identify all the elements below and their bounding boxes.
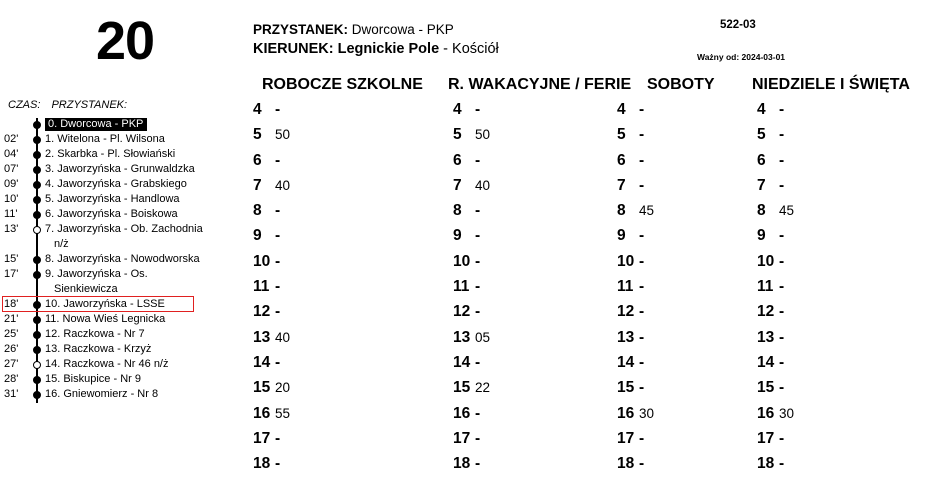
route-line	[36, 238, 38, 253]
stop-marker-icon	[33, 361, 41, 369]
departure-hour: 6	[617, 151, 626, 169]
departure-minutes: -	[275, 429, 281, 447]
header-stop-value: Dworcowa - PKP	[351, 22, 454, 37]
stop-name[interactable]: 12. Raczkowa - Nr 7	[45, 328, 145, 340]
stop-marker-icon	[33, 256, 41, 264]
stop-name[interactable]: 6. Jaworzyńska - Boiskowa	[45, 208, 178, 220]
departure-hour: 10	[617, 252, 635, 270]
departure-minutes: 30	[779, 405, 795, 421]
departure-hour: 14	[253, 353, 271, 371]
stop-time: 10'	[4, 193, 19, 205]
departure-row	[253, 177, 403, 202]
departure-row	[617, 455, 767, 480]
header-stop-label: PRZYSTANEK:	[253, 22, 349, 37]
departure-minutes: 30	[639, 405, 655, 421]
departure-hour: 13	[757, 328, 775, 346]
departure-minutes: 50	[475, 127, 491, 143]
stop-row	[0, 373, 240, 388]
stop-row	[0, 313, 240, 328]
departure-hour: 17	[453, 429, 471, 447]
departure-row	[617, 152, 767, 177]
departure-row	[617, 278, 767, 303]
stop-name-continuation: Sienkiewicza	[54, 283, 118, 295]
departure-minutes: -	[475, 455, 481, 473]
stop-time: 17'	[4, 268, 19, 280]
header-direction	[253, 41, 499, 57]
departure-hour: 5	[453, 126, 462, 144]
departure-minutes: 20	[275, 380, 291, 396]
stop-time: 07'	[4, 163, 19, 175]
stop-time: 09'	[4, 178, 19, 190]
departure-row	[757, 278, 907, 303]
departure-minutes: -	[639, 429, 645, 447]
header-direction-value: Legnickie Pole	[337, 41, 440, 57]
departure-minutes: -	[779, 252, 785, 270]
stop-name[interactable]: 11. Nowa Wieś Legnicka	[45, 313, 166, 325]
departure-row	[757, 253, 907, 278]
departure-row	[253, 354, 403, 379]
departure-minutes: -	[275, 252, 281, 270]
stop-row	[0, 223, 240, 238]
departure-minutes: -	[475, 429, 481, 447]
departure-minutes: 40	[275, 177, 291, 193]
stop-time: 28'	[4, 373, 19, 385]
departure-minutes: -	[475, 151, 481, 169]
departure-row	[453, 430, 603, 455]
stop-name[interactable]: 14. Raczkowa - Nr 46 n/ż	[45, 358, 169, 370]
departure-row	[253, 152, 403, 177]
departure-minutes: -	[639, 227, 645, 245]
departure-row	[757, 303, 907, 328]
stop-marker-icon	[33, 196, 41, 204]
stop-marker-icon	[33, 166, 41, 174]
departure-row	[617, 177, 767, 202]
departure-row	[617, 329, 767, 354]
departure-hour: 5	[617, 126, 626, 144]
departure-minutes: 45	[639, 203, 655, 219]
departure-row	[757, 126, 907, 151]
stop-marker-icon	[33, 376, 41, 384]
departure-hour: 11	[253, 278, 270, 296]
departure-row	[453, 303, 603, 328]
departure-row	[617, 253, 767, 278]
departure-hour: 17	[253, 429, 271, 447]
stop-name[interactable]: 13. Raczkowa - Krzyż	[45, 343, 152, 355]
departure-minutes: -	[779, 227, 785, 245]
departure-row	[617, 227, 767, 252]
departure-hour: 17	[757, 429, 775, 447]
stop-marker-icon	[33, 346, 41, 354]
departure-minutes: -	[275, 227, 281, 245]
column-header: SOBOTY	[647, 76, 715, 93]
departure-minutes: -	[475, 252, 481, 270]
departure-row	[453, 455, 603, 480]
stop-name[interactable]: 4. Jaworzyńska - Grabskiego	[45, 178, 187, 190]
departure-row	[617, 101, 767, 126]
departure-row	[253, 253, 403, 278]
departure-hour: 10	[757, 252, 775, 270]
stop-name[interactable]: 0. Dworcowa - PKP	[45, 118, 147, 131]
departure-row	[617, 354, 767, 379]
stop-marker-icon	[33, 211, 41, 219]
stop-name[interactable]: 15. Biskupice - Nr 9	[45, 373, 141, 385]
stop-name[interactable]: 10. Jaworzyńska - LSSE	[45, 298, 165, 310]
departure-row	[253, 227, 403, 252]
departure-row	[757, 379, 907, 404]
departure-row	[453, 202, 603, 227]
stop-marker-icon	[33, 316, 41, 324]
stop-time: 02'	[4, 133, 19, 145]
stop-name[interactable]: 3. Jaworzyńska - Grunwaldzka	[45, 163, 195, 175]
departure-minutes: -	[779, 455, 785, 473]
departure-minutes: -	[779, 151, 785, 169]
departure-row	[757, 430, 907, 455]
stop-marker-icon	[33, 331, 41, 339]
departure-row	[617, 430, 767, 455]
valid-from-label: Ważny od: 2024-03-01	[697, 52, 786, 62]
departure-minutes: -	[639, 176, 645, 194]
departure-minutes: -	[639, 328, 645, 346]
departure-hour: 7	[453, 176, 462, 194]
departure-row	[453, 379, 603, 404]
departure-minutes: -	[475, 303, 481, 321]
stop-row	[0, 208, 240, 223]
departure-hour: 12	[617, 303, 635, 321]
departure-hour: 9	[453, 227, 462, 245]
departure-row	[253, 202, 403, 227]
departure-hour: 8	[253, 202, 262, 220]
departure-hour: 15	[453, 379, 471, 397]
stop-time: 13'	[4, 223, 19, 235]
departure-hour: 10	[453, 252, 471, 270]
departure-row	[453, 253, 603, 278]
stop-row	[0, 283, 240, 298]
departure-hour: 14	[453, 353, 471, 371]
departure-hour: 9	[617, 227, 626, 245]
departure-hour: 13	[617, 328, 635, 346]
timetable-code: 522-03	[720, 19, 756, 31]
stop-list	[0, 118, 240, 403]
departure-column	[453, 101, 603, 480]
departure-minutes: -	[475, 278, 481, 296]
header-direction-label: KIERUNEK:	[253, 41, 334, 57]
stop-marker-icon	[33, 391, 41, 399]
stop-time: 11'	[4, 208, 18, 220]
stop-name[interactable]: 9. Jaworzyńska - Os.	[45, 268, 148, 280]
stop-time: 25'	[4, 328, 19, 340]
stop-row	[0, 178, 240, 193]
departure-row	[757, 227, 907, 252]
departure-row	[253, 430, 403, 455]
departure-row	[757, 101, 907, 126]
departure-minutes: -	[779, 429, 785, 447]
departure-hour: 15	[253, 379, 271, 397]
departure-minutes: 45	[779, 203, 795, 219]
departure-hour: 17	[617, 429, 635, 447]
departure-column	[617, 101, 767, 480]
departure-hour: 11	[757, 278, 774, 296]
departure-minutes: -	[639, 278, 645, 296]
stop-list-header-name: PRZYSTANEK:	[51, 99, 128, 111]
departure-row	[253, 101, 403, 126]
stop-row	[0, 163, 240, 178]
departure-hour: 15	[757, 379, 775, 397]
departure-hour: 14	[757, 353, 775, 371]
stop-row	[0, 388, 240, 403]
stop-marker-icon	[33, 226, 41, 234]
departure-hour: 10	[253, 252, 271, 270]
stop-marker-icon	[33, 181, 41, 189]
header-direction-suffix: - Kościół	[443, 41, 499, 57]
departure-row	[253, 303, 403, 328]
stop-row	[0, 118, 240, 133]
departure-hour: 4	[757, 101, 766, 118]
departure-hour: 14	[617, 353, 635, 371]
departure-minutes: -	[779, 328, 785, 346]
departure-minutes: -	[639, 252, 645, 270]
column-header: R. WAKACYJNE / FERIE	[448, 76, 632, 93]
route-line	[36, 283, 38, 298]
departure-hour: 18	[453, 455, 471, 473]
departure-row	[453, 152, 603, 177]
stop-time: 18'	[4, 298, 19, 310]
departure-hour: 6	[757, 151, 766, 169]
departure-row	[757, 329, 907, 354]
departure-minutes: 40	[475, 177, 491, 193]
departure-hour: 16	[617, 404, 635, 422]
column-header: NIEDZIELE I ŚWIĘTA	[752, 76, 910, 93]
departure-column	[253, 101, 403, 480]
stop-marker-icon	[33, 301, 41, 309]
departure-hour: 18	[617, 455, 635, 473]
line-number: 20	[96, 11, 155, 71]
stop-row	[0, 343, 240, 358]
departure-row	[617, 405, 767, 430]
stop-name[interactable]: 8. Jaworzyńska - Nowodworska	[45, 253, 200, 265]
departure-minutes: -	[639, 126, 645, 144]
departure-row	[453, 278, 603, 303]
departure-row	[453, 227, 603, 252]
departure-row	[757, 354, 907, 379]
departure-minutes: -	[275, 303, 281, 321]
departure-row	[617, 303, 767, 328]
departure-row	[757, 202, 907, 227]
departure-hour: 16	[453, 404, 471, 422]
departure-row	[453, 354, 603, 379]
departure-row	[253, 379, 403, 404]
departure-hour: 12	[253, 303, 271, 321]
departure-row	[453, 405, 603, 430]
departure-row	[757, 152, 907, 177]
departure-minutes: 22	[475, 380, 491, 396]
departure-minutes: -	[639, 303, 645, 321]
stop-row	[0, 193, 240, 208]
departure-minutes: -	[779, 176, 785, 194]
stop-row	[0, 148, 240, 163]
departure-hour: 16	[253, 404, 271, 422]
stop-row	[0, 358, 240, 373]
departure-row	[757, 177, 907, 202]
departure-minutes: -	[275, 455, 281, 473]
departure-minutes: -	[779, 126, 785, 144]
stop-name[interactable]: 5. Jaworzyńska - Handlowa	[45, 193, 180, 205]
departure-minutes: -	[275, 202, 281, 220]
departure-minutes: -	[779, 278, 785, 296]
departure-hour: 7	[617, 176, 626, 194]
departure-hour: 18	[253, 455, 271, 473]
departure-minutes: -	[639, 379, 645, 397]
departure-minutes: -	[639, 353, 645, 371]
departure-row	[253, 126, 403, 151]
departure-minutes: -	[779, 303, 785, 321]
stop-row	[0, 253, 240, 268]
departure-row	[617, 202, 767, 227]
departure-minutes: -	[475, 202, 481, 220]
stop-row	[0, 328, 240, 343]
departure-hour: 13	[253, 328, 271, 346]
departure-minutes: -	[639, 455, 645, 473]
departure-row	[253, 405, 403, 430]
departure-minutes: -	[275, 278, 281, 296]
stop-marker-icon	[33, 271, 41, 279]
stop-name-continuation: n/ż	[54, 238, 69, 250]
stop-marker-icon	[33, 136, 41, 144]
departure-hour: 8	[617, 202, 626, 220]
departure-row	[253, 455, 403, 480]
stop-row	[0, 238, 240, 253]
departure-minutes: -	[779, 353, 785, 371]
stop-row	[0, 133, 240, 148]
departure-row	[757, 455, 907, 480]
departure-hour: 6	[453, 151, 462, 169]
departure-hour: 15	[617, 379, 635, 397]
departure-hour: 11	[617, 278, 634, 296]
stop-name[interactable]: 1. Witelona - Pl. Wilsona	[45, 133, 165, 145]
departure-hour: 11	[453, 278, 470, 296]
departure-minutes: -	[475, 227, 481, 245]
departure-minutes: -	[779, 101, 785, 118]
departure-column	[757, 101, 907, 480]
departure-minutes: 55	[275, 405, 291, 421]
departure-minutes: 40	[275, 329, 291, 345]
departure-row	[617, 126, 767, 151]
stop-time: 15'	[4, 253, 19, 265]
departure-minutes: -	[639, 101, 645, 118]
departure-row	[453, 126, 603, 151]
stop-marker-icon	[33, 151, 41, 159]
departure-minutes: -	[779, 379, 785, 397]
departure-row	[453, 177, 603, 202]
departure-minutes: -	[475, 353, 481, 371]
departure-row	[453, 329, 603, 354]
stop-name[interactable]: 7. Jaworzyńska - Ob. Zachodnia	[45, 223, 203, 235]
departure-hour: 9	[253, 227, 262, 245]
departure-row	[453, 101, 603, 126]
departure-hour: 5	[757, 126, 766, 144]
departure-minutes: -	[475, 404, 481, 422]
departure-hour: 6	[253, 151, 262, 169]
departure-hour: 8	[757, 202, 766, 220]
stop-time: 26'	[4, 343, 19, 355]
header-stop	[253, 22, 454, 37]
departure-hour: 4	[253, 101, 262, 118]
stop-marker-icon	[33, 121, 41, 129]
stop-list-header-time: CZAS:	[8, 99, 41, 111]
stop-list-header	[8, 99, 127, 111]
departure-hour: 12	[453, 303, 471, 321]
stop-row	[0, 268, 240, 283]
departure-hour: 7	[253, 176, 262, 194]
departure-minutes: -	[475, 101, 481, 118]
departure-hour: 8	[453, 202, 462, 220]
stop-name[interactable]: 16. Gniewomierz - Nr 8	[45, 388, 159, 400]
departure-hour: 13	[453, 328, 471, 346]
departure-hour: 5	[253, 126, 262, 144]
departure-hour: 7	[757, 176, 766, 194]
departure-hour: 12	[757, 303, 775, 321]
departure-row	[757, 405, 907, 430]
departure-hour: 16	[757, 404, 775, 422]
departure-minutes: -	[639, 151, 645, 169]
departure-hour: 18	[757, 455, 775, 473]
stop-row	[0, 298, 240, 313]
column-header: ROBOCZE SZKOLNE	[262, 76, 423, 93]
departure-minutes: -	[275, 151, 281, 169]
departure-hour: 4	[617, 101, 626, 118]
stop-name[interactable]: 2. Skarbka - Pl. Słowiański	[45, 148, 176, 160]
stop-time: 04'	[4, 148, 19, 160]
departure-row	[617, 379, 767, 404]
departure-minutes: 50	[275, 127, 291, 143]
departure-hour: 4	[453, 101, 462, 118]
stop-time: 31'	[4, 388, 19, 400]
departure-hour: 9	[757, 227, 766, 245]
stop-time: 21'	[4, 313, 19, 325]
departure-minutes: 05	[475, 329, 491, 345]
departure-minutes: -	[275, 353, 281, 371]
departure-minutes: -	[275, 101, 281, 118]
stop-time: 27'	[4, 358, 19, 370]
departure-row	[253, 278, 403, 303]
departure-row	[253, 329, 403, 354]
